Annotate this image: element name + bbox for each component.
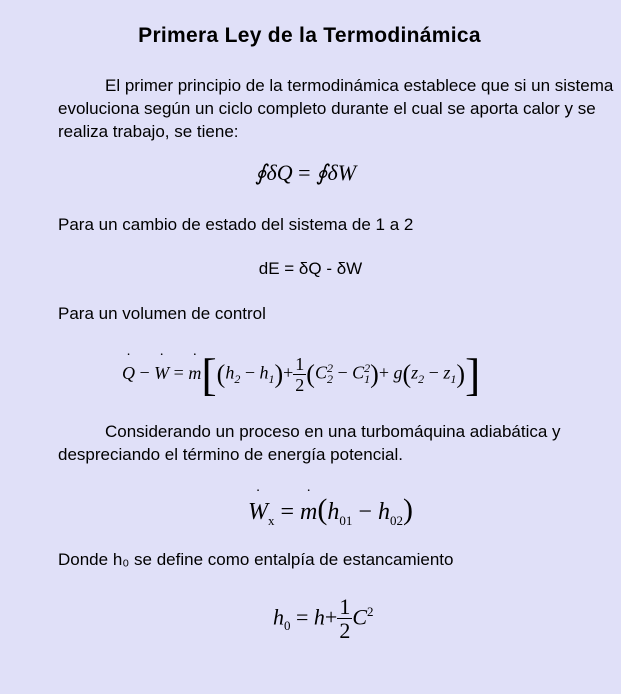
intro-paragraph: El primer principio de la termodinámica establece que si un sistema evoluciona según un ciclo completo durante el cual se aporta calor y se realiza trabajo, se tiene: (58, 76, 614, 141)
w-sub: x (268, 512, 275, 528)
q-dot: Q ˙ (122, 363, 135, 383)
w-dot: W ˙ (154, 363, 169, 383)
h0-sub: 0 (284, 617, 291, 633)
paren: ) (274, 359, 284, 389)
paren: ( (216, 359, 226, 389)
paren: ( (317, 493, 328, 526)
m-dot: m ˙ (188, 363, 201, 383)
paren: ) (402, 493, 413, 526)
g: g (393, 362, 403, 383)
eq1-lhs: ∮δQ (255, 160, 293, 185)
z2-sub: 2 (418, 372, 425, 387)
plus-sign: + (378, 362, 389, 383)
c1: C (352, 362, 365, 383)
stagnation-paragraph: Donde h₀ se define como entalpía de estancamiento (58, 550, 454, 569)
minus-sign: − (358, 499, 372, 525)
minus-sign: − (139, 362, 150, 383)
c: C (352, 604, 368, 630)
equation-stagnation-enthalpy (273, 596, 374, 643)
c1-sub: 1 (364, 372, 371, 387)
control-volume-paragraph: Para un volumen de control (58, 304, 266, 323)
fraction-half (337, 596, 352, 643)
c2-sub: 2 (326, 372, 333, 387)
h1: h (259, 362, 269, 383)
h02-sub: 02 (389, 512, 403, 528)
equation-cycle (255, 160, 356, 186)
w-dot: W ˙ (248, 499, 268, 525)
z1-sub: 1 (450, 372, 457, 387)
right-bracket: ] (465, 349, 481, 400)
paren: ( (306, 359, 315, 389)
left-bracket: [ (201, 349, 217, 400)
paren: ) (456, 359, 466, 389)
minus-sign: − (337, 362, 348, 383)
minus-sign: − (428, 362, 439, 383)
page-title: Primera Ley de la Termodinámica (138, 24, 481, 47)
equation-control-volume (122, 348, 480, 401)
fraction-denominator: 2 (339, 618, 351, 643)
h0: h (273, 604, 284, 630)
plus-sign: + (283, 362, 294, 383)
paren: ( (402, 359, 412, 389)
paren: ) (370, 359, 379, 389)
eq1-rhs: ∮δW (316, 160, 357, 185)
z2: z (411, 362, 419, 383)
c-sup: 2 (367, 604, 374, 620)
c2-sup: 2 (326, 360, 333, 375)
equals-sign: = (280, 499, 295, 525)
minus-sign: − (244, 362, 255, 383)
fraction-half (293, 354, 306, 395)
plus-sign: + (324, 604, 338, 630)
equals-sign: = (296, 604, 309, 630)
fraction-numerator: 1 (339, 594, 351, 619)
equation-energy: dE = δQ - δW (258, 259, 363, 278)
fraction-denominator: 2 (295, 375, 305, 395)
c1-sup: 2 (364, 360, 371, 375)
equation-work (248, 493, 413, 529)
z1: z (443, 362, 451, 383)
fraction-numerator: 1 (295, 354, 305, 374)
eq1-equals: = (298, 160, 311, 185)
h2: h (225, 362, 235, 383)
c2: C (314, 362, 327, 383)
h02: h (377, 499, 390, 525)
m-dot: m ˙ (300, 499, 317, 525)
h1-sub: 1 (268, 372, 275, 387)
h01-sub: 01 (339, 512, 353, 528)
change-paragraph: Para un cambio de estado del sistema de 1 a 2 (58, 215, 414, 234)
h2-sub: 2 (234, 372, 241, 387)
h01: h (327, 499, 340, 525)
h: h (313, 604, 325, 630)
turbomachine-paragraph: Considerando un proceso en una turbomáquina adiabática y despreciando el término de energía potencial. (58, 422, 561, 464)
equals-sign: = (173, 362, 184, 383)
